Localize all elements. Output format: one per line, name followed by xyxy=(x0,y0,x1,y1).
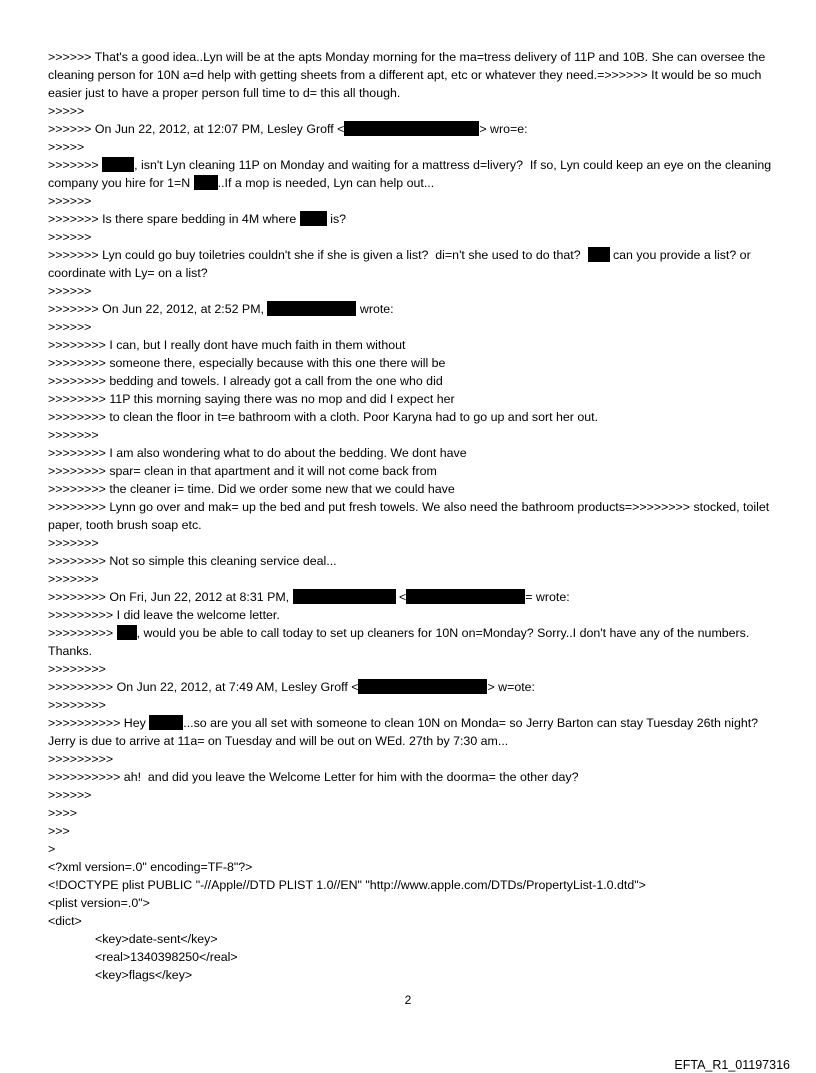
text-segment: >>>>>> On Jun 22, 2012, at 12:07 PM, Lesley Groff < xyxy=(48,122,345,136)
redaction-box xyxy=(117,625,137,640)
text-segment: >>>>>> That's a good idea..Lyn will be at the apts Monday morning for the ma=tress delivery of 11P and 10B. She can oversee the cleaning person for 10N a=d help with getting sheets from a different apt, etc or whatever they need.=>>>>>> It would be so much easier just to have a proper person full time to d= this all though. xyxy=(48,50,769,100)
text-segment: >>>>>>>> I am also wondering what to do about the bedding. We dont have xyxy=(48,446,467,460)
redaction-box xyxy=(194,175,218,190)
text-segment: <plist version=.0"> xyxy=(48,896,150,910)
text-line xyxy=(48,804,778,822)
text-line xyxy=(48,120,778,138)
text-line xyxy=(48,570,778,588)
text-line xyxy=(48,372,778,390)
text-line xyxy=(48,462,778,480)
text-segment: <key>flags</key> xyxy=(95,968,193,982)
text-segment: ...so are you all set with someone to clean 10N on Monda= so Jerry Barton can stay Tuesday 26th night? Jerry is due to arrive at 11a= on Tuesday and will be out on WEd. 27th by 7:30 am... xyxy=(48,716,762,748)
text-segment: can you provide a list? or coordinate with Ly= on a list? xyxy=(48,248,755,280)
redaction-box xyxy=(267,301,356,316)
page-number: 2 xyxy=(404,993,412,1007)
text-line xyxy=(48,48,778,102)
text-segment: >>>>>>>> On Fri, Jun 22, 2012 at 8:31 PM, xyxy=(48,590,293,604)
text-segment: >>>>>> xyxy=(48,320,92,334)
redaction-box xyxy=(358,679,487,694)
text-segment: >>>> xyxy=(48,806,77,820)
text-line xyxy=(48,894,778,912)
text-line xyxy=(48,840,778,858)
text-line xyxy=(48,192,778,210)
text-segment: , isn't Lyn cleaning 11P on Monday and waiting for a mattress d=livery? If so, Lyn could keep an eye on the cleaning company you hire for 1=N xyxy=(48,158,775,190)
text-line xyxy=(48,966,778,984)
text-segment: >>>>>>> xyxy=(48,572,99,586)
text-line xyxy=(48,282,778,300)
document-id: EFTA_R1_01197316 xyxy=(674,1058,790,1072)
text-segment: >>>>> xyxy=(48,104,85,118)
text-line xyxy=(48,138,778,156)
text-line xyxy=(48,750,778,768)
redaction-box xyxy=(300,211,327,226)
text-segment: >>>>>>> On Jun 22, 2012, at 2:52 PM, xyxy=(48,302,268,316)
text-line xyxy=(48,318,778,336)
redaction-box xyxy=(344,121,479,136)
text-segment: , would you be able to call today to set up cleaners for 10N on=Monday? Sorry..I don't have any of the numbers. Thanks. xyxy=(48,626,753,658)
text-segment: >>>>>>>> I can, but I really dont have much faith in them without xyxy=(48,338,406,352)
text-line xyxy=(48,210,778,228)
text-segment: >>>>>>>>>> ah! and did you leave the Welcome Letter for him with the doorma= the other day? xyxy=(48,770,579,784)
text-segment: >>>>>>>> spar= clean in that apartment and it will not come back from xyxy=(48,464,437,478)
text-line xyxy=(48,930,778,948)
text-segment: wrote: xyxy=(356,302,394,316)
text-line xyxy=(48,102,778,120)
text-line xyxy=(48,426,778,444)
redaction-box xyxy=(293,589,396,604)
text-line xyxy=(48,336,778,354)
text-line xyxy=(48,444,778,462)
text-segment: > wro=e: xyxy=(479,122,528,136)
text-segment: >>>>>>>> bedding and towels. I already got a call from the one who did xyxy=(48,374,443,388)
redaction-box xyxy=(102,157,134,172)
text-segment: >>>>> xyxy=(48,140,85,154)
text-segment: <!DOCTYPE plist PUBLIC "-//Apple//DTD PLIST 1.0//EN" "http://www.apple.com/DTDs/PropertyList-1.0.dtd"> xyxy=(48,878,646,892)
text-line xyxy=(48,534,778,552)
text-line xyxy=(48,786,778,804)
text-segment: >>>>>>>> 11P this morning saying there was no mop and did I expect her xyxy=(48,392,455,406)
text-segment: >>>>>>>>> On Jun 22, 2012, at 7:49 AM, Lesley Groff < xyxy=(48,680,359,694)
text-segment: <real>1340398250</real> xyxy=(95,950,238,964)
text-line xyxy=(48,696,778,714)
email-body xyxy=(48,48,778,984)
text-segment: >>>>>>>> Not so simple this cleaning service deal... xyxy=(48,554,337,568)
text-segment: >>>>>>>> xyxy=(48,698,106,712)
text-line xyxy=(48,588,778,606)
text-line xyxy=(48,480,778,498)
text-line xyxy=(48,300,778,318)
text-segment: <key>date-sent</key> xyxy=(95,932,218,946)
text-segment: >>>>>>> xyxy=(48,428,99,442)
text-segment: >>>>>>> xyxy=(48,158,103,172)
text-segment: >>>>>>>> xyxy=(48,662,106,676)
text-segment: < xyxy=(395,590,407,604)
text-segment: <?xml version=.0" encoding=TF-8"?> xyxy=(48,860,253,874)
text-segment: >>>>>> xyxy=(48,284,92,298)
text-line xyxy=(48,822,778,840)
text-segment: <dict> xyxy=(48,914,82,928)
text-line xyxy=(48,228,778,246)
text-segment: >>>>>>>>> xyxy=(48,626,117,640)
text-line xyxy=(48,678,778,696)
redaction-box xyxy=(588,247,610,262)
text-line xyxy=(48,768,778,786)
text-line xyxy=(48,624,778,660)
text-line xyxy=(48,552,778,570)
text-line xyxy=(48,408,778,426)
text-segment: is? xyxy=(326,212,347,226)
text-line xyxy=(48,876,778,894)
text-segment: >>>>>> xyxy=(48,194,92,208)
text-segment: >>> xyxy=(48,824,70,838)
text-line xyxy=(48,858,778,876)
text-segment: >>>>>>> Is there spare bedding in 4M where xyxy=(48,212,300,226)
redaction-box xyxy=(406,589,525,604)
text-segment: >>>>>>>> Lynn go over and mak= up the bed and put fresh towels. We also need the bathroom products=>>>>>>>> stocked, toilet paper, tooth brush soap etc. xyxy=(48,500,773,532)
text-line xyxy=(48,606,778,624)
text-line xyxy=(48,714,778,750)
text-segment: >>>>>>>> someone there, especially because with this one there will be xyxy=(48,356,446,370)
text-line xyxy=(48,354,778,372)
text-line xyxy=(48,390,778,408)
text-segment: >>>>>>>> the cleaner i= time. Did we order some new that we could have xyxy=(48,482,455,496)
text-segment: >>>>>>>> to clean the floor in t=e bathroom with a cloth. Poor Karyna had to go up and sort her out. xyxy=(48,410,599,424)
text-segment: > w=ote: xyxy=(487,680,535,694)
text-segment: >>>>>>> Lyn could go buy toiletries couldn't she if she is given a list? di=n't she used to do that? xyxy=(48,248,588,262)
text-line xyxy=(48,498,778,534)
redaction-box xyxy=(149,715,183,730)
text-segment: >>>>>> xyxy=(48,788,92,802)
text-line xyxy=(48,156,778,192)
text-segment: >>>>>>>>> xyxy=(48,752,114,766)
text-line xyxy=(48,246,778,282)
text-segment: ..If a mop is needed, Lyn can help out... xyxy=(217,176,435,190)
text-segment: >>>>>>>>>> Hey xyxy=(48,716,150,730)
text-segment: >>>>>>> xyxy=(48,536,99,550)
text-line xyxy=(48,660,778,678)
text-line xyxy=(48,948,778,966)
text-segment: >>>>>>>>> I did leave the welcome letter. xyxy=(48,608,280,622)
text-line xyxy=(48,912,778,930)
text-segment: > xyxy=(48,842,56,856)
text-segment: = wrote: xyxy=(525,590,570,604)
text-segment: >>>>>> xyxy=(48,230,92,244)
